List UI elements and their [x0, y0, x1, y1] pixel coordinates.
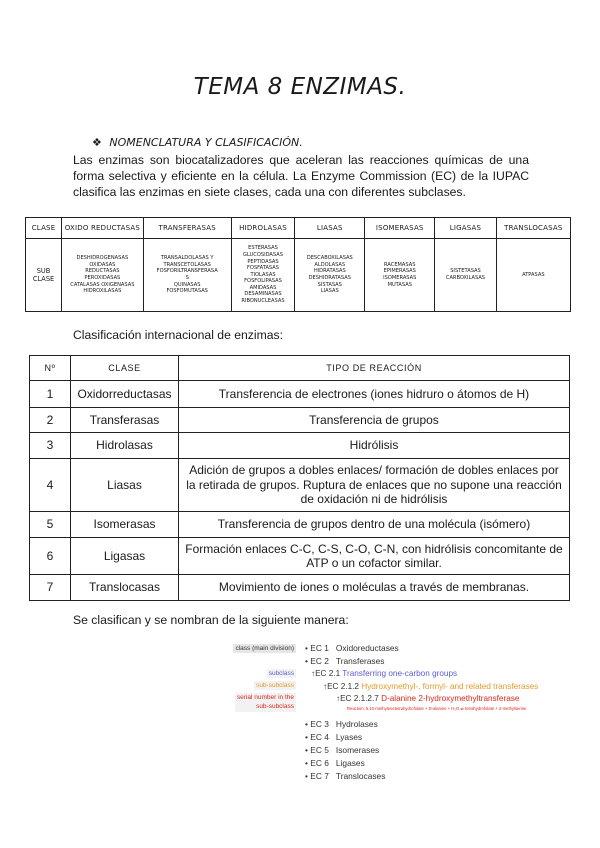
ec-class-name: Oxidoreductases [335, 643, 399, 653]
subclass-item: DESHIDRATASAS [308, 275, 351, 281]
subclass-cell [231, 239, 295, 312]
intl-header-row [30, 356, 570, 381]
ec-class-row [305, 656, 384, 666]
row-class: Ligasas [71, 538, 179, 575]
ec-class-row [305, 758, 365, 768]
class-col-header: ISOMERASAS [365, 218, 435, 239]
section-heading [92, 136, 303, 149]
table-row [30, 575, 570, 601]
row-label-clase: CLASE [26, 218, 62, 239]
hook-arrow-icon: ↑ [311, 669, 316, 678]
col-header-class: CLASE [71, 356, 179, 381]
hook-arrow-icon: ↑ [336, 694, 341, 703]
subclass-item: GLUCOSIDASAS [243, 251, 283, 258]
subclass-item: AMIDASAS [249, 284, 277, 291]
ec-class-name: Translocases [335, 771, 386, 781]
ec-serial-name: D-alanine 2-hydroxymethyltransferase [381, 694, 520, 703]
ec-class-name: Hydrolases [335, 719, 378, 729]
subclass-item: SISTETASAS [450, 268, 481, 275]
subclass-item: S [185, 275, 189, 281]
ec-serial-row [336, 694, 519, 703]
subclass-cell [295, 239, 365, 312]
row-reaction: Adición de grupos a dobles enlaces/ formación de dobles enlaces por la retirada de grupos. Ruptura de enlaces que no supone una reacción de oxidación ni de hidrólisis [179, 459, 570, 512]
ec-subsubclass-row [323, 682, 538, 691]
subclass-item: DESAMINASAS [244, 291, 282, 298]
subclass-item: DESHIDROGENASAS [76, 255, 129, 262]
ec-label-subsubclass: sub-subclass [256, 682, 294, 689]
row-reaction: Transferencia de grupos dentro de una molécula (isómero) [179, 512, 570, 538]
ec-class-row [305, 643, 399, 653]
class-col-header: LIGASAS [435, 218, 496, 239]
ec-subclass-row [311, 669, 457, 678]
subclass-item: ESTERASAS [248, 245, 278, 252]
subclass-item: FOSFOMUTASAS [166, 288, 208, 295]
subclass-item: TRANSALDOLASAS Y [160, 255, 214, 262]
ec-class-code: • EC 6 [305, 758, 329, 768]
row-label-subclase: SUB CLASE [26, 239, 62, 312]
ec-label-serial [235, 693, 296, 712]
page-title: TEMA 8 ENZIMAS. [193, 74, 407, 100]
intro-paragraph: Las enzimas son biocatalizadores que aceleran las reacciones químicas de una forma selectiva y eficiente en la célula. La Enzyme Commission (EC) de la IUPAC clasifica las enzimas en siete clases, cada una con diferentes subclases. [73, 153, 529, 199]
col-header-number: Nº [30, 356, 71, 381]
row-class: Liasas [71, 459, 179, 512]
table-row [30, 538, 570, 575]
subclass-cell [365, 239, 435, 312]
row-reaction: Formación enlaces C-C, C-S, C-O, C-N, con hidrólisis concomitante de ATP o un cofactor similar. [179, 538, 570, 575]
ec-class-name: Ligases [335, 758, 365, 768]
subclass-item: OXIDASAS [89, 261, 116, 268]
subclass-item: TIOLASAS [250, 271, 276, 278]
subclass-item: SISTASAS [317, 281, 342, 288]
row-number: 6 [30, 538, 71, 575]
subclass-item: HIDROXILASAS [83, 288, 122, 295]
subclass-item: REDUCTASAS [85, 268, 120, 275]
ec-class-name: Transferases [335, 656, 385, 666]
row-number: 7 [30, 575, 71, 601]
subclass-item: TRANSCETOLASAS [163, 261, 211, 268]
caption-intl-classification: Clasificación internacional de enzimas: [73, 328, 284, 342]
ec-class-row [305, 745, 379, 755]
subclass-item: RIBONUCLEASAS [241, 298, 285, 305]
ec-subclass-name: Transferring one-carbon groups [342, 669, 458, 678]
intl-classification-table [29, 355, 570, 601]
row-class: Isomerasas [71, 512, 179, 538]
ec-class-code: • EC 7 [305, 771, 329, 781]
table-row [30, 381, 570, 408]
subclass-cell [62, 239, 144, 312]
subclass-item: HIDRATASAS [313, 268, 346, 275]
subclass-cell [496, 239, 570, 312]
row-class: Hidrolasas [71, 433, 179, 459]
ec-class-code: • EC 4 [305, 732, 329, 742]
ec-reaction: Reaction: 5,10-methylenetetrahydrofolate + D-alanine + H₂O ⇌ tetrahydrofolate + 2-methylserine [347, 706, 527, 711]
subclass-item: MUTASAS [387, 281, 412, 288]
ec-serial-code: EC 2.1.2.7 [340, 694, 379, 703]
section-heading-text: NOMENCLATURA Y CLASIFICACIÓN. [109, 136, 303, 149]
ec-label-serial-line1: serial number in the [236, 694, 294, 701]
row-number: 1 [30, 381, 71, 408]
row-reaction: Movimiento de iones o moléculas a través de membranas. [179, 575, 570, 601]
row-number: 3 [30, 433, 71, 459]
ec-class-code: • EC 3 [305, 719, 329, 729]
ec-class-code: • EC 2 [305, 656, 329, 666]
ec-class-code: • EC 5 [305, 745, 329, 755]
ec-label-serial-line2: sub-subclass [256, 702, 294, 710]
table-row [30, 408, 570, 433]
class-col-header: TRANSLOCASAS [496, 218, 570, 239]
row-number: 4 [30, 459, 71, 512]
ec-label-subclass: subclass [268, 670, 294, 677]
hook-arrow-icon: ↑ [323, 682, 328, 691]
row-class: Oxidorreductasas [71, 381, 179, 408]
subclass-cell [435, 239, 496, 312]
col-header-reaction: TIPO DE REACCIÓN [179, 356, 570, 381]
subclass-item: ATPASAS [522, 271, 545, 278]
subclass-cell [143, 239, 231, 312]
diamond-bullet-icon: ❖ [92, 136, 102, 149]
subclass-item: PEPTIDASAS [247, 258, 279, 265]
row-reaction: Transferencia de grupos [179, 408, 570, 433]
subclass-item: CATALASAS OXIGENASAS [70, 281, 135, 288]
ec-subsubclass-name: Hydroxymethyl-, formyl- and related transferases [361, 682, 539, 691]
class-col-header: OXIDO REDUCTASAS [62, 218, 144, 239]
subclass-item: RACEMASAS [384, 261, 416, 268]
subclass-item: LIASAS [320, 288, 339, 295]
caption-naming: Se clasifican y se nombran de la siguiente manera: [73, 613, 349, 627]
subclass-item: FOSFORILTRANSFERASA [156, 268, 218, 275]
class-col-header: HIDROLASAS [231, 218, 295, 239]
ec-class-row [305, 719, 378, 729]
classes-header-row [26, 218, 571, 239]
row-number: 2 [30, 408, 71, 433]
subclass-item: EPIMERASAS [383, 268, 416, 275]
subclasses-row [26, 239, 571, 312]
subclass-item: ISOMERASAS [383, 275, 417, 281]
subclass-item: PEROXIDASAS [84, 275, 121, 281]
row-class: Translocasas [71, 575, 179, 601]
row-class: Transferasas [71, 408, 179, 433]
subclass-item: QUINASAS [173, 281, 201, 288]
subclass-item: FOSFOLIPASAS [244, 278, 282, 285]
table-row [30, 512, 570, 538]
table-row [30, 459, 570, 512]
ec-class-name: Lyases [335, 732, 363, 742]
subclass-item: DESCABOXILASAS [306, 255, 353, 262]
row-number: 5 [30, 512, 71, 538]
subclass-item: CARBOXILASAS [445, 275, 486, 281]
ec-class-row [305, 771, 385, 781]
class-col-header: LIASAS [295, 218, 365, 239]
table-row [30, 433, 570, 459]
subclass-item: FOSFATASAS [247, 265, 279, 272]
enzyme-classes-table [25, 217, 571, 312]
ec-subsubclass-code: EC 2.1.2 [327, 682, 359, 691]
row-reaction: Hidrólisis [179, 433, 570, 459]
class-col-header: TRANSFERASAS [143, 218, 231, 239]
subclass-item: ALDOLASAS [314, 261, 346, 268]
ec-class-name: Isomerases [335, 745, 380, 755]
row-reaction: Transferencia de electrones (iones hidruro o átomos de H) [179, 381, 570, 408]
ec-label-main-division: class (main division) [235, 645, 294, 652]
ec-class-row [305, 732, 362, 742]
ec-subclass-code: EC 2.1 [315, 669, 341, 678]
ec-class-code: • EC 1 [305, 643, 329, 653]
